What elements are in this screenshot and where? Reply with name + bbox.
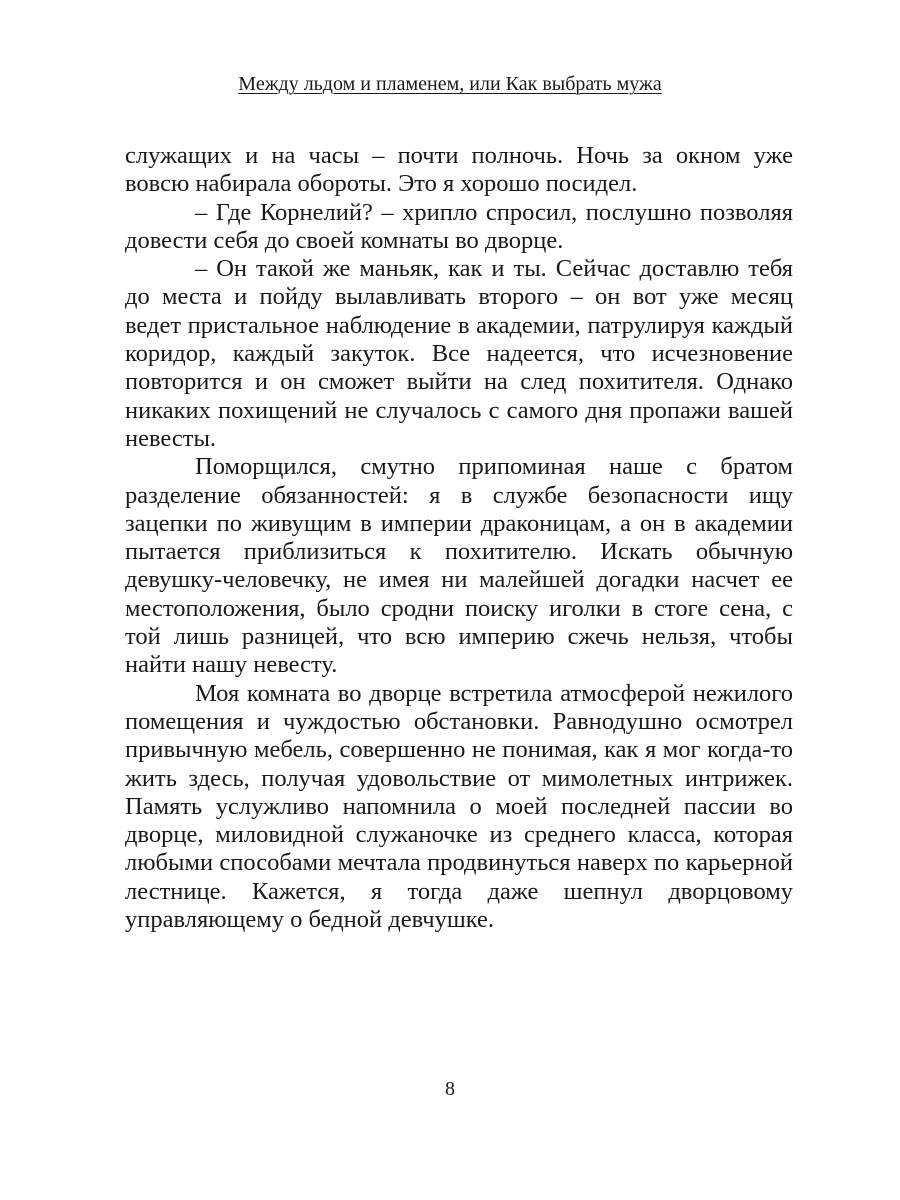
running-title: Между льдом и пламенем, или Как выбрать мужа bbox=[238, 73, 662, 95]
paragraph-recollection: Поморщился, смутно припоминая наше с братом разделение обязанностей: я в службе безопасности ищу зацепки по живущим в империи драконицам, а он в академии пытается приблизиться к похитителю. Искать обычную девушку-человечку, не имея ни малейшей догадки насчет ее местоположения, было сродни поиску иголки в стоге сена, с той лишь разницей, что всю империю сжечь нельзя, чтобы найти нашу невесту. bbox=[125, 453, 793, 679]
paragraph-room: Моя комната во дворце встретила атмосферой нежилого помещения и чуждостью обстановки. Равнодушно осмотрел привычную мебель, совершенно не понимая, как я мог когда-то жить здесь, получая удовольствие от мимолетных интрижек. Память услужливо напомнила о моей последней пассии во дворце, миловидной служаночке из среднего класса, которая любыми способами мечтала продвинуться наверх по карьерной лестнице. Кажется, я тогда даже шепнул дворцовому управляющему о бедной девчушке. bbox=[125, 679, 793, 934]
running-header bbox=[0, 70, 900, 98]
body-text bbox=[125, 142, 793, 934]
paragraph-dialogue-question: – Где Корнелий? – хрипло спросил, послушно позволяя довести себя до своей комнаты во дворце. bbox=[125, 198, 793, 254]
paragraph-dialogue-answer: – Он такой же маньяк, как и ты. Сейчас доставлю тебя до места и пойду вылавливать второго – он вот уже месяц ведет пристальное наблюдение в академии, патрулируя каждый коридор, каждый закуток. Все надеется, что исчезновение повторится и он сможет выйти на след похитителя. Однако никаких похищений не случалось с самого дня пропажи вашей невесты. bbox=[125, 255, 793, 452]
paragraph-continued: служащих и на часы – почти полночь. Ночь за окном уже вовсю набирала обороты. Это я хорошо посидел. bbox=[125, 142, 793, 198]
page-number: 8 bbox=[445, 1078, 455, 1100]
